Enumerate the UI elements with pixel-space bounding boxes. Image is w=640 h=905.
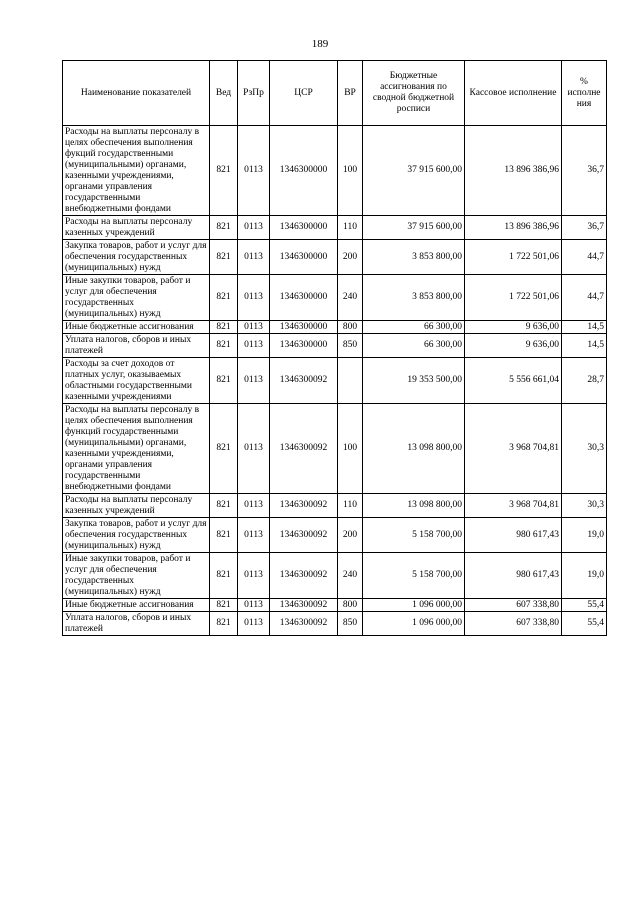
- cell-rzpr: 0113: [238, 599, 270, 612]
- cell-rzpr: 0113: [238, 553, 270, 599]
- table-header-row: [63, 61, 607, 126]
- cell-ved: 821: [210, 494, 238, 518]
- cell-csr: 1346300092: [270, 553, 338, 599]
- cell-budget: 19 353 500,00: [363, 358, 465, 404]
- table-row: [63, 599, 607, 612]
- cell-cash: 13 896 386,96: [465, 216, 562, 240]
- cell-vr: 200: [338, 518, 363, 553]
- cell-csr: 1346300092: [270, 518, 338, 553]
- cell-budget: 37 915 600,00: [363, 216, 465, 240]
- cell-name: Расходы на выплаты персоналу в целях обеспечения выполнения фукций государственными (муниципальными) органами, казенными учреждениями, органами управления государственными внебюджетными фондами: [63, 126, 210, 216]
- cell-percent: 14,5: [562, 321, 607, 334]
- cell-rzpr: 0113: [238, 126, 270, 216]
- cell-cash: 1 722 501,06: [465, 275, 562, 321]
- table-row: [63, 494, 607, 518]
- cell-ved: 821: [210, 275, 238, 321]
- cell-cash: 3 968 704,81: [465, 494, 562, 518]
- cell-vr: 100: [338, 404, 363, 494]
- header-ved: Вед: [210, 61, 238, 126]
- cell-name: Расходы на выплаты персоналу казенных учреждений: [63, 494, 210, 518]
- cell-budget: 3 853 800,00: [363, 240, 465, 275]
- cell-rzpr: 0113: [238, 494, 270, 518]
- cell-vr: 110: [338, 494, 363, 518]
- cell-name: Уплата налогов, сборов и иных платежей: [63, 334, 210, 358]
- cell-csr: 1346300000: [270, 216, 338, 240]
- cell-cash: 3 968 704,81: [465, 404, 562, 494]
- cell-percent: 36,7: [562, 216, 607, 240]
- table-row: [63, 321, 607, 334]
- table-row: [63, 404, 607, 494]
- cell-percent: 30,3: [562, 494, 607, 518]
- cell-vr: [338, 358, 363, 404]
- cell-percent: 30,3: [562, 404, 607, 494]
- cell-csr: 1346300092: [270, 599, 338, 612]
- header-percent: % исполне ния: [562, 61, 607, 126]
- table-row: [63, 334, 607, 358]
- budget-table: [62, 60, 607, 636]
- cell-ved: 821: [210, 334, 238, 358]
- cell-csr: 1346300000: [270, 334, 338, 358]
- cell-ved: 821: [210, 321, 238, 334]
- header-rzpr: РзПр: [238, 61, 270, 126]
- cell-vr: 240: [338, 553, 363, 599]
- cell-ved: 821: [210, 404, 238, 494]
- cell-cash: 13 896 386,96: [465, 126, 562, 216]
- header-cash: Кассовое исполнение: [465, 61, 562, 126]
- cell-ved: 821: [210, 612, 238, 636]
- cell-rzpr: 0113: [238, 358, 270, 404]
- cell-percent: 19,0: [562, 553, 607, 599]
- cell-percent: 55,4: [562, 599, 607, 612]
- cell-ved: 821: [210, 553, 238, 599]
- table-row: [63, 553, 607, 599]
- table-row: [63, 518, 607, 553]
- cell-vr: 850: [338, 612, 363, 636]
- cell-vr: 200: [338, 240, 363, 275]
- header-budget: Бюджетные ассигнования по сводной бюджетной росписи: [363, 61, 465, 126]
- cell-cash: 607 338,80: [465, 599, 562, 612]
- cell-csr: 1346300000: [270, 126, 338, 216]
- cell-budget: 1 096 000,00: [363, 612, 465, 636]
- table-row: [63, 126, 607, 216]
- cell-csr: 1346300000: [270, 275, 338, 321]
- cell-ved: 821: [210, 126, 238, 216]
- page-number: 189: [311, 38, 329, 50]
- table-row: [63, 240, 607, 275]
- table-row: [63, 612, 607, 636]
- cell-name: Иные бюджетные ассигнования: [63, 599, 210, 612]
- header-name: Наименование показателей: [63, 61, 210, 126]
- cell-name: Расходы за счет доходов от платных услуг, оказываемых областными государственными казенными учреждениями: [63, 358, 210, 404]
- cell-percent: 44,7: [562, 240, 607, 275]
- cell-vr: 850: [338, 334, 363, 358]
- cell-vr: 240: [338, 275, 363, 321]
- cell-name: Уплата налогов, сборов и иных платежей: [63, 612, 210, 636]
- table-row: [63, 216, 607, 240]
- cell-ved: 821: [210, 599, 238, 612]
- cell-cash: 9 636,00: [465, 334, 562, 358]
- header-vr: ВР: [338, 61, 363, 126]
- cell-cash: 5 556 661,04: [465, 358, 562, 404]
- cell-budget: 5 158 700,00: [363, 553, 465, 599]
- cell-vr: 110: [338, 216, 363, 240]
- cell-csr: 1346300092: [270, 494, 338, 518]
- cell-percent: 55,4: [562, 612, 607, 636]
- cell-ved: 821: [210, 358, 238, 404]
- cell-cash: 980 617,43: [465, 518, 562, 553]
- cell-rzpr: 0113: [238, 216, 270, 240]
- cell-rzpr: 0113: [238, 240, 270, 275]
- cell-budget: 5 158 700,00: [363, 518, 465, 553]
- cell-csr: 1346300000: [270, 321, 338, 334]
- cell-cash: 1 722 501,06: [465, 240, 562, 275]
- cell-cash: 980 617,43: [465, 553, 562, 599]
- cell-budget: 1 096 000,00: [363, 599, 465, 612]
- cell-budget: 13 098 800,00: [363, 404, 465, 494]
- cell-budget: 66 300,00: [363, 334, 465, 358]
- cell-name: Расходы на выплаты персоналу в целях обеспечения выполнения функций государственными (муниципальными) органами, казенными учреждениями, органами управления государственными внебюджетными фондами: [63, 404, 210, 494]
- cell-percent: 44,7: [562, 275, 607, 321]
- cell-percent: 36,7: [562, 126, 607, 216]
- cell-csr: 1346300000: [270, 240, 338, 275]
- cell-rzpr: 0113: [238, 404, 270, 494]
- table-row: [63, 275, 607, 321]
- cell-vr: 100: [338, 126, 363, 216]
- cell-vr: 800: [338, 321, 363, 334]
- cell-ved: 821: [210, 240, 238, 275]
- cell-budget: 3 853 800,00: [363, 275, 465, 321]
- cell-cash: 607 338,80: [465, 612, 562, 636]
- cell-percent: 14,5: [562, 334, 607, 358]
- cell-rzpr: 0113: [238, 518, 270, 553]
- cell-rzpr: 0113: [238, 275, 270, 321]
- cell-vr: 800: [338, 599, 363, 612]
- cell-csr: 1346300092: [270, 612, 338, 636]
- cell-budget: 66 300,00: [363, 321, 465, 334]
- cell-budget: 13 098 800,00: [363, 494, 465, 518]
- cell-cash: 9 636,00: [465, 321, 562, 334]
- cell-name: Закупка товаров, работ и услуг для обеспечения государственных (муниципальных) нужд: [63, 240, 210, 275]
- cell-ved: 821: [210, 216, 238, 240]
- cell-percent: 28,7: [562, 358, 607, 404]
- cell-name: Иные закупки товаров, работ и услуг для обеспечения государственных (муниципальных) нужд: [63, 553, 210, 599]
- cell-csr: 1346300092: [270, 404, 338, 494]
- table-row: [63, 358, 607, 404]
- cell-rzpr: 0113: [238, 334, 270, 358]
- cell-csr: 1346300092: [270, 358, 338, 404]
- cell-budget: 37 915 600,00: [363, 126, 465, 216]
- cell-name: Закупка товаров, работ и услуг для обеспечения государственных (муниципальных) нужд: [63, 518, 210, 553]
- cell-percent: 19,0: [562, 518, 607, 553]
- cell-name: Иные бюджетные ассигнования: [63, 321, 210, 334]
- cell-name: Иные закупки товаров, работ и услуг для обеспечения государственных (муниципальных) нужд: [63, 275, 210, 321]
- cell-ved: 821: [210, 518, 238, 553]
- cell-name: Расходы на выплаты персоналу казенных учреждений: [63, 216, 210, 240]
- header-csr: ЦСР: [270, 61, 338, 126]
- cell-rzpr: 0113: [238, 321, 270, 334]
- cell-rzpr: 0113: [238, 612, 270, 636]
